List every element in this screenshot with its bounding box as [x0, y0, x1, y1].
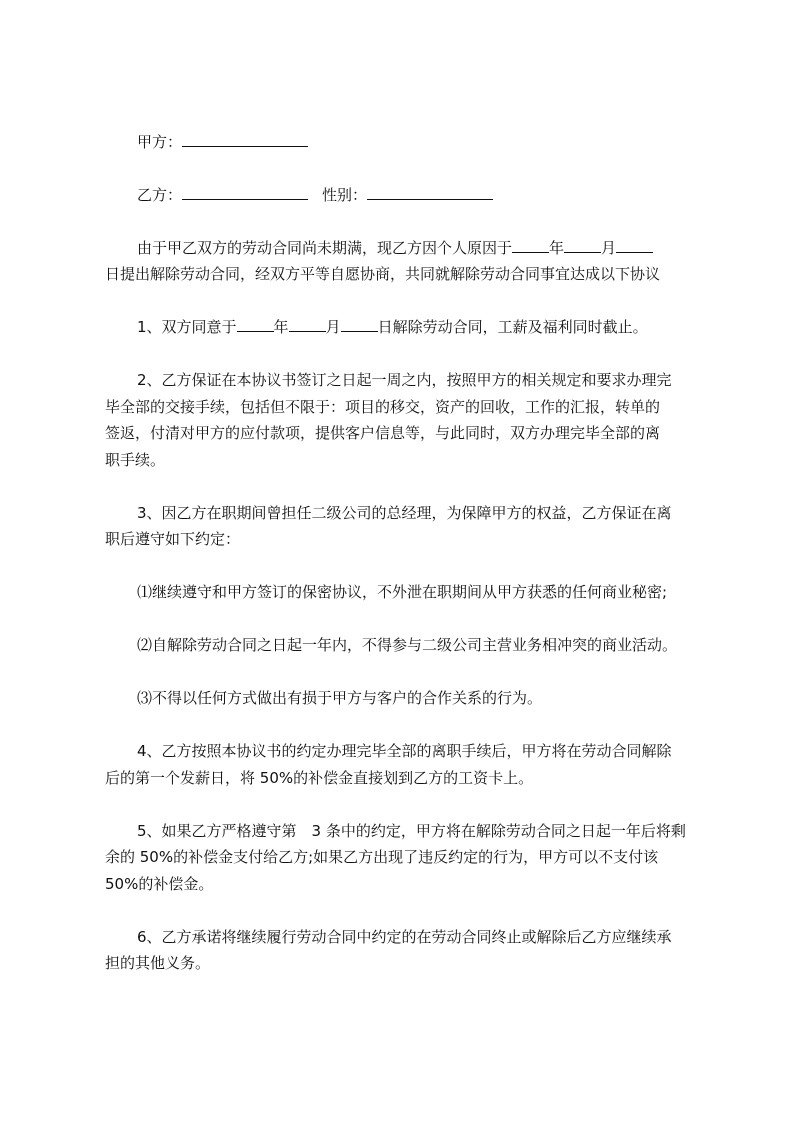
preamble-year-label: 年 [549, 239, 565, 257]
clause-6-line-1: 6、乙方承诺将继续履行劳动合同中约定的在劳动合同终止或解除后乙方应继续承 [137, 928, 672, 946]
clause-2-line-4: 职手续。 [105, 451, 166, 469]
clause-2-line-1: 2、乙方保证在本协议书签订之日起一周之内，按照甲方的相关规定和要求办理完 [137, 371, 672, 389]
clause-3-item-1: ⑴继续遵守和甲方签订的保密协议，不外泄在职期间从甲方获悉的任何商业秘密; [137, 583, 668, 601]
gender-blank [367, 185, 493, 200]
clause-6-line-2: 担的其他义务。 [105, 954, 211, 972]
clause-3-item-3: ⑶不得以任何方式做出有损于甲方与客户的合作关系的行为。 [137, 689, 543, 707]
party-a-blank [182, 132, 308, 147]
clause-3-line-2: 职后遵守如下约定： [105, 530, 241, 548]
clause-1-prefix: 1、双方同意于 [137, 318, 237, 336]
clause-1-year-blank [237, 317, 274, 332]
preamble-text: 由于甲乙双方的劳动合同尚未期满，现乙方因个人原因于 [137, 239, 513, 257]
party-a-label: 甲方： [137, 133, 183, 151]
party-b-blank [182, 185, 308, 200]
clause-2-line-2: 毕全部的交接手续，包括但不限于：项目的移交，资产的回收，工作的汇报，转单的 [105, 398, 661, 416]
preamble-year-blank [512, 238, 549, 253]
preamble-month-blank [564, 238, 601, 253]
clause-4-line-1: 4、乙方按照本协议书的约定办理完毕全部的离职手续后，甲方将在劳动合同解除 [137, 742, 672, 760]
clause-1-year-label: 年 [273, 318, 289, 336]
clause-1-month-label: 月 [325, 318, 341, 336]
clause-5-line-2: 余的 50%的补偿金支付给乙方;如果乙方出现了违反约定的行为，甲方可以不支付该 [105, 848, 659, 866]
gender-label: 性别： [322, 186, 368, 204]
party-b-line [137, 185, 493, 205]
clause-1-day-blank [341, 317, 378, 332]
clause-3-item-2: ⑵自解除劳动合同之日起一年内，不得参与二级公司主营业务相冲突的商业活动。 [137, 636, 678, 654]
clause-1-month-blank [289, 317, 326, 332]
clause-5-line-3: 50%的补偿金。 [105, 875, 214, 893]
clause-3-line-1: 3、因乙方在职期间曾担任二级公司的总经理，为保障甲方的权益，乙方保证在离 [137, 504, 672, 522]
party-b-label: 乙方： [137, 186, 183, 204]
preamble-day-blank [616, 238, 653, 253]
party-a-line [137, 132, 308, 152]
clause-5-line-1: 5、如果乙方严格遵守第 3 条中的约定，甲方将在解除劳动合同之日起一年后将剩 [137, 822, 686, 840]
clause-4-line-2: 后的第一个发薪日，将 50%的补偿金直接划到乙方的工资卡上。 [105, 769, 534, 787]
clause-1-line [137, 317, 648, 337]
preamble-line-2: 日提出解除劳动合同，经双方平等自愿协商，共同就解除劳动合同事宜达成以下协议 [105, 265, 661, 283]
clause-2-line-3: 签返，付清对甲方的应付款项，提供客户信息等，与此同时，双方办理完毕全部的离 [105, 424, 661, 442]
clause-1-suffix: 日解除劳动合同，工薪及福利同时截止。 [377, 318, 648, 336]
preamble-month-label: 月 [601, 239, 617, 257]
preamble-line-1 [137, 238, 653, 258]
